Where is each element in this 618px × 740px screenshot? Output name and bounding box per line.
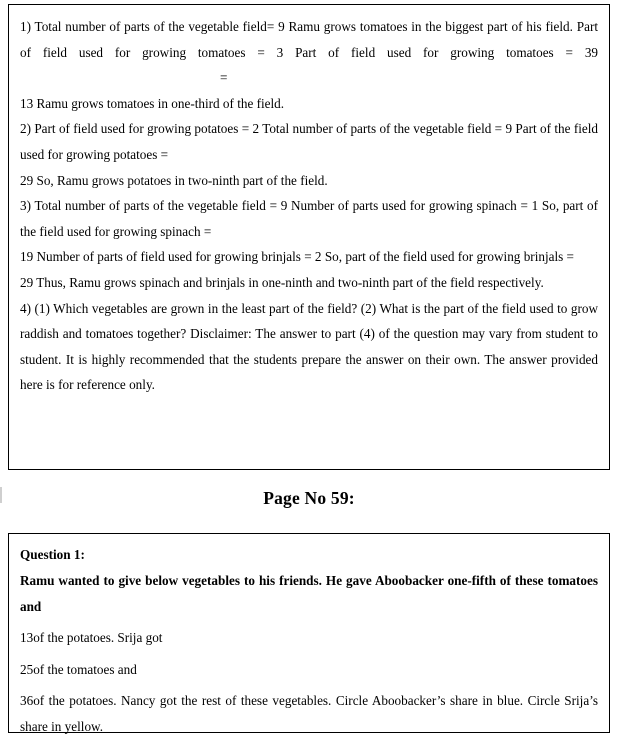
answer-paragraph-2: 13 Ramu grows tomatoes in one-third of the field. [20,95,285,111]
answer-paragraph-1 [20,14,598,91]
question-title: Question 1: [20,547,85,562]
answer-equals: = [220,70,228,86]
question-line-2: 25of the tomatoes and [20,661,137,677]
answer-line: 2) Part of field used for growing potatoes = 2 Total number of parts of the vegetable [20,121,464,137]
answer-paragraph-3 [20,116,598,167]
answer-line: brinjals = [523,249,574,265]
answer-line: 19 Number of parts of field used for growing brinjals = 2 So, part of the field used for growing [20,249,521,265]
answer-paragraph-6 [20,244,598,270]
answer-paragraph-8: 4) (1) Which vegetables are grown in the least part of the field? (2) What is the part of the field used to grow raddish and tomatoes together? Disclaimer: The answer to part (4) of the question may vary from student to student. It is highly recommended that the students prepare the answer on their own. The answer provided here is for reference only. [20,300,598,393]
page-number-heading: Page No 59: [263,488,355,508]
answer-line: field. Part of field used for growing tomatoes = 3 Part of field used for growing tomatoes = [20,19,599,60]
question-box [8,533,610,733]
question-statement: Ramu wanted to give below vegetables to his friends. He gave Aboobacker one-fifth of these tomatoes and [20,573,598,614]
question-line-3: 36of the potatoes. Nancy got the rest of these vegetables. Circle Aboobacker’s share in blue. Circle Srija’s share in yellow. [20,693,598,734]
answer-line: field = 9 Part of the field used for growing potatoes = [20,121,599,162]
answer-line: 3) Total number of parts of the vegetable field = 9 Number of parts used for growing spinach = 1 [20,198,539,214]
answer-line: 1) Total number of parts of the vegetable field= 9 Ramu grows tomatoes in the biggest part of his [20,19,542,34]
answer-content-box [8,4,610,470]
answer-paragraph-4: 29 So, Ramu grows potatoes in two-ninth part of the field. [20,172,328,188]
answer-line: 29 Thus, Ramu grows spinach and brinjals in one-ninth and two-ninth part of the [20,274,447,290]
answer-line: field respectively. [450,274,544,290]
answer-paragraph-7 [20,270,598,296]
question-line-1: 13of the potatoes. Srija got [20,630,163,645]
answer-paragraph-5 [20,193,598,244]
answer-line: So, part of the field used for growing spinach = [20,198,599,239]
answer-line: 39 [584,44,599,60]
